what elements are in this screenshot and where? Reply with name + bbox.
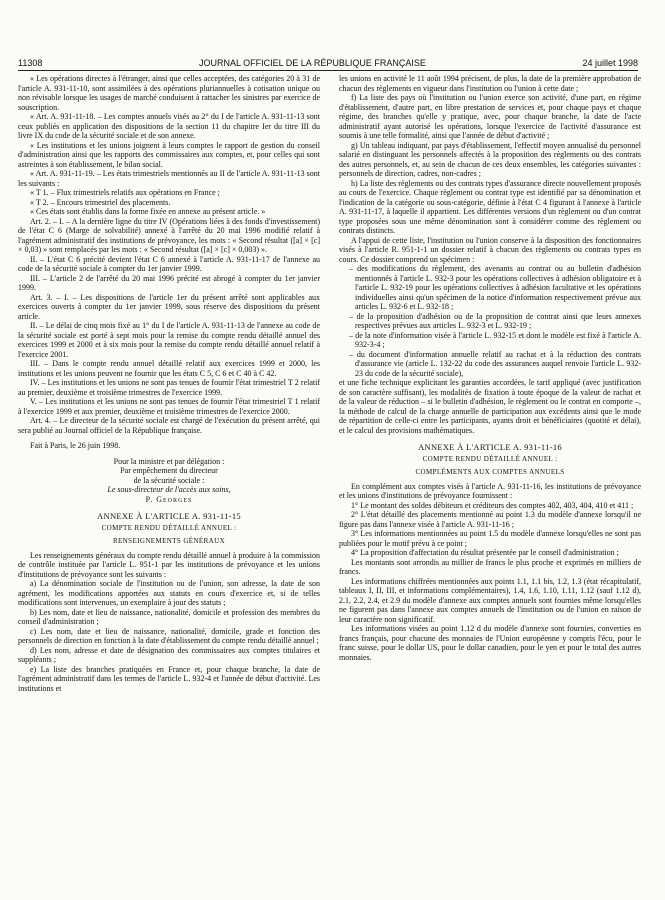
signature-line: Le sous-directeur de l'accès aux soins,	[107, 485, 231, 494]
header-rule	[18, 70, 638, 71]
paragraph: h) La liste des règlements ou des contrats types d'assurance directe nouvellement proposés au cours de l'exercice. Chaque règlement ou contrat type est identifié par sa dénomination et l'indication de la catégorie ou sous-catégorie, définie à l'état C 4 figurant à l'annexe à l'article A. 931-11-17, à laquelle il appartient. Les différentes versions d'un règlement ou d'un contrat type proposées sous une même dénomination sont à considérer comme des règlement ou contrats distincts.	[339, 178, 641, 235]
paragraph: V. – Les institutions et les unions ne sont pas tenues de fournir l'état trimestriel T 1 relatif à l'exercice 1999 et aux premier, deuxième et troisième trimestres de l'exercice 2000.	[18, 397, 320, 416]
paragraph: Art. 2. – I. – A la dernière ligne du titre IV (Opérations liées à des fonds d'investissement) de l'état C 6 (Marge de solvabilité) annexé à l'arrêté du 20 mai 1996 modifié relatif à l'agrément administratif des institutions de prévoyance, les mots : « Second résultat ([a] × [c] × 0,03) » sont remplacés par les mots : « Second résultat ([a] × [c] × 0,003) ».	[18, 216, 320, 254]
paragraph: et une fiche technique explicitant les garanties accordées, le tarif appliqué (avec justification de son caractère suffisant), les modalités de fixation à toute époque de la valeur de rachat et de la valeur de réduction – si le bulletin d'adhésion, le règlement ou le contrat en comporte –, la méthode de calcul de la charge annuelle de participation aux excédents ainsi que le mode de répartition de celle-ci entre les participants, ayants droit et bénéficiaires (quotité et délai), et le calcul des provisions mathématiques.	[339, 378, 641, 435]
paragraph: « Les opérations directes à l'étranger, ainsi que celles acceptées, des catégories 20 à 31 de l'article A. 931-11-10, sont assimilées à des opérations pluriannuelles à cotisation unique ou non révisable lorsque les usages de marché conduisent à rattacher les sinistres par exercice de souscription.	[18, 74, 320, 112]
paragraph: II. – Le délai de cinq mois fixé au 1° du I de l'article A. 931-11-13 de l'annexe au code de la sécurité sociale est porté à sept mois pour la remise du compte rendu détaillé annuel des exercices 1999 et 2000 et à six mois pour la remise du compte rendu détaillé annuel relatif à l'exercice 2001.	[18, 321, 320, 359]
paragraph: Les informations chiffrées mentionnées aux points 1.1, 1.1 bis, 1.2, 1.3 (état récapitulatif, tableaux I, II, III, et informations complémentaires), 1.4, 1.6, 1.10, 1.11, 1.12 (sauf 1.12 d), 2.1, 2.2, 2.4, et 2.9 du modèle d'annexe aux comptes annuels sont fournies même lorsqu'elles ne figurent pas dans l'annexe aux comptes annuels de l'institution ou de l'union en raison de leur caractère non significatif.	[339, 576, 641, 624]
paragraph: 2° L'état détaillé des placements mentionné au point 1.3 du modèle d'annexe lorsqu'il ne figure pas dans l'annexe visée à l'article A. 931-11-16 ;	[339, 510, 641, 529]
paragraph: A l'appui de cette liste, l'institution ou l'union conserve à la disposition des fonctionnaires visés à l'article R. 951-1-1 un dossier relatif à chacun des règlements ou contrats types en cours. Ce dossier comprend un spécimen :	[339, 235, 641, 264]
paragraph: Les renseignements généraux du compte rendu détaillé annuel à produire à la commission de contrôle instituée par l'article L. 951-1 par les institutions de prévoyance et les unions d'institutions de prévoyance sont les suivants :	[18, 550, 320, 579]
annex-title: ANNEXE À L'ARTICLE A. 931-11-16	[418, 442, 562, 452]
journal-title: JOURNAL OFFICIEL DE LA RÉPUBLIQUE FRANÇAISE	[198, 58, 426, 68]
paragraph: e) La liste des branches pratiquées en France et, pour chaque branche, la date de l'agrément administratif dans les termes de l'article L. 932-4 et l'année de début d'activité. Les institutions et	[18, 664, 320, 693]
paragraph: f) La liste des pays où l'institution ou l'union exerce son activité, d'une part, en régime d'établissement, d'autre part, en libre prestation de services et, pour chaque pays et chaque régime, des branches qu'elle y pratique, avec, pour chaque branche, la date de l'acte administratif ayant autorisé les opérations, lorsque l'exercice de l'activité d'assurance est soumis à une telle formalité, ainsi que l'année de début d'activité ;	[339, 93, 641, 140]
list-item: – du document d'information annuelle relatif au rachat et à la réduction des contrats d'assurance vie (article L. 132-22 du code des assurances auquel renvoie l'article L. 932-23 du code de la sécurité sociale),	[349, 350, 641, 379]
publication-date: 24 juillet 1998	[582, 58, 638, 68]
paragraph: « T 1. – Flux trimestriels relatifs aux opérations en France ;	[30, 188, 220, 197]
annex-subtitle: COMPLÉMENTS AUX COMPTES ANNUELS	[415, 468, 565, 476]
list-item: – de la note d'information visée à l'article L. 932-15 et dont le modèle est fixé à l'article A. 932-3-4 ;	[349, 331, 641, 350]
paragraph: Les montants sont arrondis au millier de francs le plus proche et exprimés en milliers de francs.	[339, 557, 641, 576]
paragraph: Les informations visées au point 1.12 d du modèle d'annexe sont fournies, converties en francs français, pour chacune des monnaies de l'Union européenne y compris l'écu, pour le franc suisse, pour le dollar US, pour le dollar canadien, pour le yen et pour le total des autres monnaies.	[339, 624, 641, 662]
paragraph: « Art. A. 931-11-18. – Les comptes annuels visés au 2° du I de l'article A. 931-11-13 sont ceux publiés en application des dispositions de la section 11 du chapitre Ier du titre III du livre IX du code de la sécurité sociale et de son annexe.	[18, 112, 320, 140]
annex-subtitle: COMPTE RENDU DÉTAILLÉ ANNUEL :	[101, 523, 237, 532]
specimen-list	[339, 264, 641, 378]
signature-line: Pour la ministre et par délégation :	[113, 456, 225, 466]
paragraph: « T 2. – Encours trimestriel des placements.	[30, 197, 171, 207]
annex-title: ANNEXE À L'ARTICLE A. 931-11-15	[97, 511, 241, 521]
annex-subtitle: COMPTE RENDU DÉTAILLÉ ANNUEL :	[422, 454, 558, 463]
place-date: Fait à Paris, le 26 juin 1998.	[30, 441, 121, 450]
paragraph: g) Un tableau indiquant, par pays d'établissement, l'effectif moyen annualisé du personnel salarié en distinguant les personnels affectés à la proposition des règlements ou des contrats des autres personnels, et, au sein de chacun de ces deux ensembles, les catégories suivantes : personnels de direction, cadres, non-cadres ;	[339, 140, 641, 178]
paragraph: a) La dénomination sociale de l'institution ou de l'union, son adresse, la date de son agrément, les modifications apportées aux statuts en cours d'exercice et, si de telles modifications sont intervenues, un exemplaire à jour des statuts ;	[18, 579, 320, 607]
paragraph: c) Les nom, date et lieu de naissance, nationalité, domicile, grade et fonction des personnels de direction en fonction à la date d'établissement du compte rendu détaillé annuel ;	[18, 626, 320, 645]
paragraph: En complément aux comptes visés à l'article A. 931-11-16, les institutions de prévoyance et les unions d'institutions de prévoyance fournissent :	[339, 481, 641, 500]
paragraph: d) Les nom, adresse et date de désignation des commissaires aux comptes titulaires et suppléants ;	[18, 645, 320, 664]
paragraph: IV. – Les institutions et les unions ne sont pas tenues de fournir l'état trimestriel T 2 relatif au premier, deuxième et troisième trimestres de l'exercice 1999.	[18, 378, 320, 397]
paragraph: III. – L'article 2 de l'arrêté du 20 mai 1996 précité est abrogé à compter du 1er janvier 1999.	[18, 273, 320, 292]
annex-subtitle: RENSEIGNEMENTS GÉNÉRAUX	[112, 537, 226, 545]
signatory-name: P. Georges	[145, 494, 193, 504]
paragraph: « Les institutions et les unions joignent à leurs comptes le rapport de gestion du conseil d'administration ainsi que les rapports des commissaires aux comptes, et, pour celles qui sont astreintes à son établissement, le bilan social.	[18, 140, 320, 169]
paragraph: 4° La proposition d'affectation du résultat présentée par le conseil d'administration ;	[351, 548, 619, 557]
paragraph: « Art. A. 931-11-19. – Les états trimestriels mentionnés au II de l'article A. 931-11-13 sont les suivants :	[18, 169, 320, 188]
paragraph: 3° Les informations mentionnées au point 1.5 du modèle d'annexe lorsqu'elles ne sont pas publiées pour le motif prévu à ce point ;	[339, 529, 641, 548]
signature-block	[18, 457, 320, 505]
paragraph: « Ces états sont établis dans la forme fixée en annexe au présent article. »	[30, 207, 266, 216]
left-column	[18, 74, 320, 892]
paragraph: II. – L'état C 6 précité devient l'état C 6 annexé à l'article A. 931-11-17 de l'annexe au code de la sécurité sociale à compter du 1er janvier 1999.	[18, 254, 320, 273]
paragraph: les unions en activité le 11 août 1994 précisent, de plus, la date de la première approbation de chacun des règlements en vigueur dans l'institution ou l'union à cette date ;	[339, 74, 641, 93]
paragraph: Art. 4. – Le directeur de la sécurité sociale est chargé de l'exécution du présent arrêté, qui sera publié au Journal officiel de la République française.	[18, 416, 320, 435]
paragraph: III. – Dans le compte rendu annuel détaillé relatif aux exercices 1999 et 2000, les institutions et les unions peuvent ne fournir que les états C 5, C 6 et C 40 à C 42.	[18, 359, 320, 378]
page-header	[18, 52, 638, 68]
signature-line: de la sécurité sociale :	[133, 475, 205, 485]
page-number: 11308	[18, 58, 43, 68]
right-column	[339, 74, 641, 892]
paragraph: b) Les nom, date et lieu de naissance, nationalité, domicile et profession des membres du conseil d'administration ;	[18, 607, 320, 626]
signature-line: Par empêchement du directeur	[120, 466, 218, 475]
paragraph: 1° Le montant des soldes débiteurs et créditeurs des comptes 402, 403, 404, 410 et 411 ;	[351, 500, 634, 510]
list-item: – des modifications du règlement, des avenants au contrat ou au bulletin d'adhésion mentionnés à l'article L. 932-3 pour les opérations collectives à adhésion obligatoire et à l'article L. 932-19 pour les opérations collectives à adhésion facultative et les opérations individuelles ainsi qu'un spécimen de la notice d'information respectivement prévue aux articles L. 932-6 et L. 932-18 ;	[349, 264, 641, 312]
paragraph: Art. 3. – I. – Les dispositions de l'article 1er du présent arrêté sont applicables aux exercices ouverts à compter du 1er janvier 1999, sous réserve des dispositions du présent article.	[18, 292, 320, 321]
list-item: – de la proposition d'adhésion ou de la proposition de contrat ainsi que leurs annexes respectives prévues aux articles L. 932-3 et L. 932-19 ;	[349, 312, 641, 331]
